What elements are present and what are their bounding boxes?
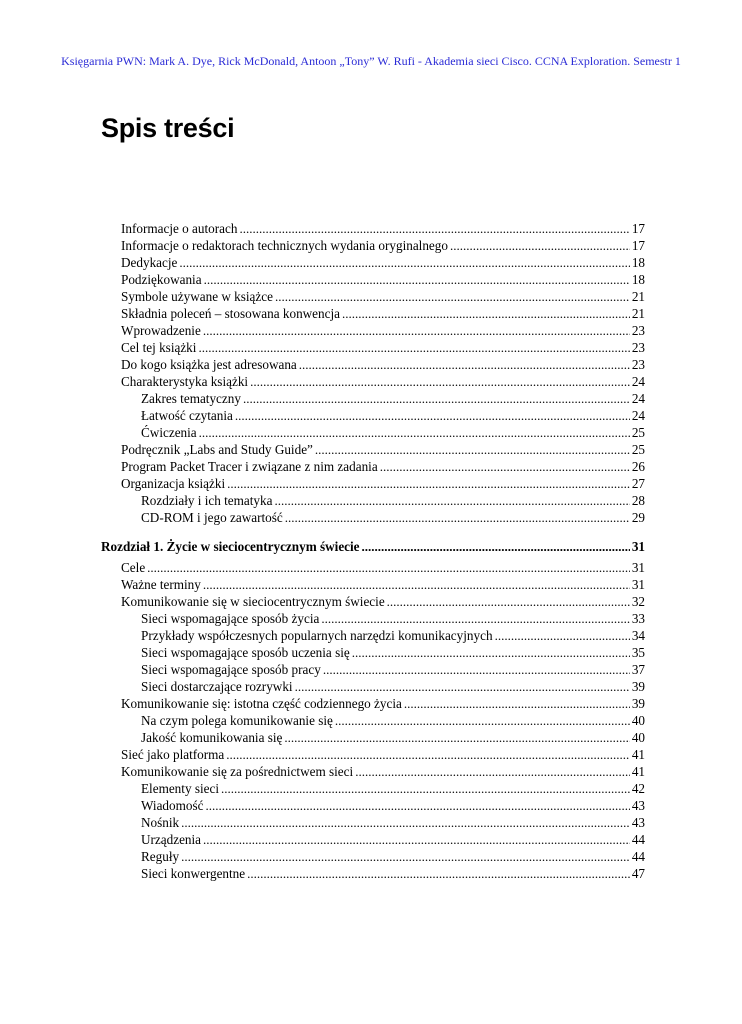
toc-entry-page: 25 (631, 425, 645, 440)
toc-entry-page: 32 (631, 594, 645, 609)
toc-leader-dots (450, 237, 630, 254)
toc-entry-page: 41 (631, 764, 645, 779)
toc-entry-label: Rozdział 1. Życie w sieciocentrycznym świecie (101, 539, 360, 554)
toc-entry-page: 31 (631, 539, 645, 554)
toc-leader-dots (355, 763, 630, 780)
toc-entry (141, 661, 645, 678)
toc-entry (121, 576, 645, 593)
toc-entry (121, 763, 645, 780)
toc-entry-label: Jakość komunikowania się (141, 730, 283, 745)
toc-entry-page: 31 (631, 577, 645, 592)
toc-leader-dots (235, 407, 630, 424)
toc-entry-page: 33 (631, 611, 645, 626)
toc-entry-label: Informacje o redaktorach technicznych wydania oryginalnego (121, 238, 448, 253)
toc-entry-label: Sieć jako platforma (121, 747, 225, 762)
toc-entry-label: Sieci wspomagające sposób pracy (141, 662, 321, 677)
toc-entry-label: Ćwiczenia (141, 425, 197, 440)
toc-entry-page: 34 (631, 628, 645, 643)
toc-entry (141, 424, 645, 441)
toc-entry-page: 25 (631, 442, 645, 457)
toc-entry-page: 37 (631, 662, 645, 677)
toc-entry (141, 780, 645, 797)
toc-chapter-entry (101, 538, 645, 555)
toc-entry-label: Program Packet Tracer i związane z nim zadania (121, 459, 378, 474)
toc-entry-label: Zakres tematyczny (141, 391, 241, 406)
toc-entry-page: 29 (631, 510, 645, 525)
toc-entry-page: 23 (631, 357, 645, 372)
toc-entry-page: 28 (631, 493, 645, 508)
toc-entry-page: 17 (631, 221, 645, 236)
toc-leader-dots (198, 339, 629, 356)
toc-leader-dots (204, 271, 630, 288)
toc-entry-label: Dedykacje (121, 255, 178, 270)
toc-leader-dots (250, 373, 630, 390)
toc-entry-page: 24 (631, 391, 645, 406)
toc-entry (121, 339, 645, 356)
toc-entry (121, 322, 645, 339)
toc-entry (121, 237, 645, 254)
toc-entry (141, 814, 645, 831)
toc-entry-page: 43 (631, 815, 645, 830)
toc-entry-page: 18 (631, 272, 645, 287)
toc-entry-label: Symbole używane w książce (121, 289, 273, 304)
toc-leader-dots (315, 441, 630, 458)
toc-leader-dots (495, 627, 630, 644)
toc-entry (121, 746, 645, 763)
toc-entry-label: Cel tej książki (121, 340, 197, 355)
toc-entry (141, 492, 645, 509)
toc-leader-dots (203, 831, 630, 848)
toc-entry-label: CD-ROM i jego zawartość (141, 510, 283, 525)
toc-entry (121, 695, 645, 712)
toc-entry-label: Informacje o autorach (121, 221, 238, 236)
toc-entry (121, 441, 645, 458)
toc-entry (121, 288, 645, 305)
toc-entry-label: Charakterystyka książki (121, 374, 249, 389)
toc-entry-label: Nośnik (141, 815, 180, 830)
toc-entry-label: Reguły (141, 849, 180, 864)
toc-leader-dots (284, 729, 629, 746)
toc-leader-dots (404, 695, 630, 712)
toc-leader-dots (295, 678, 630, 695)
toc-entry (141, 610, 645, 627)
toc-entry-page: 18 (631, 255, 645, 270)
toc-entry-label: Wiadomość (141, 798, 204, 813)
toc-entry-page: 24 (631, 408, 645, 423)
toc-leader-dots (285, 509, 630, 526)
toc-entry-label: Na czym polega komunikowanie się (141, 713, 333, 728)
toc-entry-page: 21 (631, 289, 645, 304)
toc-entry (141, 509, 645, 526)
toc-entry-page: 27 (631, 476, 645, 491)
page-title: Spis treści (101, 113, 235, 143)
toc-entry-label: Organizacja książki (121, 476, 226, 491)
toc-leader-dots (243, 390, 630, 407)
toc-entry-label: Rozdziały i ich tematyka (141, 493, 273, 508)
toc-entry-page: 31 (631, 560, 645, 575)
toc-entry (141, 627, 645, 644)
toc-leader-dots (226, 746, 630, 763)
toc-entry (121, 475, 645, 492)
toc-entry-page: 23 (631, 323, 645, 338)
toc-entry (141, 678, 645, 695)
toc-entry-page: 39 (631, 679, 645, 694)
toc-entry-page: 23 (631, 340, 645, 355)
toc-entry (141, 729, 645, 746)
toc-leader-dots (387, 593, 630, 610)
toc-entry-page: 21 (631, 306, 645, 321)
toc-leader-dots (203, 322, 630, 339)
toc-entry-page: 43 (631, 798, 645, 813)
toc-entry-label: Przykłady współczesnych popularnych narzędzi komunikacyjnych (141, 628, 493, 643)
toc-entry (121, 271, 645, 288)
toc-leader-dots (323, 661, 630, 678)
toc-leader-dots (181, 814, 630, 831)
toc-entry-label: Urządzenia (141, 832, 202, 847)
toc-entry-label: Łatwość czytania (141, 408, 233, 423)
toc-leader-dots (299, 356, 630, 373)
toc-entry-page: 24 (631, 374, 645, 389)
toc-entry (141, 797, 645, 814)
toc-entry (121, 254, 645, 271)
toc-leader-dots (205, 797, 629, 814)
toc-entry-page: 40 (631, 713, 645, 728)
toc-entry-page: 42 (631, 781, 645, 796)
toc-entry (141, 848, 645, 865)
toc-entry (121, 305, 645, 322)
toc-entry-page: 44 (631, 849, 645, 864)
toc-leader-dots (362, 538, 630, 555)
toc-entry (141, 865, 645, 882)
toc-entry-label: Sieci dostarczające rozrywki (141, 679, 293, 694)
toc-entry-label: Sieci wspomagające sposób uczenia się (141, 645, 350, 660)
toc-entry-label: Sieci konwergentne (141, 866, 246, 881)
toc-leader-dots (239, 220, 629, 237)
toc-entry-page: 41 (631, 747, 645, 762)
toc-leader-dots (342, 305, 630, 322)
page-header: Księgarnia PWN: Mark A. Dye, Rick McDonald, Antoon „Tony” W. Rufi - Akademia sieci Cisco. CCNA Exploration. Semestr 1 (61, 54, 681, 68)
toc-leader-dots (227, 475, 630, 492)
toc-leader-dots (181, 848, 630, 865)
toc-leader-dots (321, 610, 629, 627)
toc-leader-dots (221, 780, 630, 797)
toc-leader-dots (147, 559, 630, 576)
toc-leader-dots (199, 424, 630, 441)
toc-entry (121, 220, 645, 237)
toc-entry-label: Komunikowanie się: istotna część codziennego życia (121, 696, 402, 711)
toc-entry-label: Ważne terminy (121, 577, 201, 592)
toc-entry-page: 26 (631, 459, 645, 474)
toc-entry (121, 458, 645, 475)
toc-entry-label: Podręcznik „Labs and Study Guide” (121, 442, 313, 457)
toc-entry (121, 356, 645, 373)
toc-entry-page: 44 (631, 832, 645, 847)
toc-leader-dots (275, 288, 630, 305)
toc-entry-label: Cele (121, 560, 146, 575)
toc-leader-dots (380, 458, 630, 475)
toc-leader-dots (203, 576, 630, 593)
toc-entry-page: 47 (631, 866, 645, 881)
toc-entry-label: Składnia poleceń – stosowana konwencja (121, 306, 340, 321)
toc-entry-label: Podziękowania (121, 272, 202, 287)
toc-entry-label: Do kogo książka jest adresowana (121, 357, 297, 372)
toc-entry-page: 17 (631, 238, 645, 253)
toc-leader-dots (352, 644, 630, 661)
toc-leader-dots (335, 712, 630, 729)
toc-leader-dots (247, 865, 630, 882)
toc-entry-label: Elementy sieci (141, 781, 219, 796)
toc-entry-label: Komunikowanie się za pośrednictwem sieci (121, 764, 354, 779)
toc-entry-label: Wprowadzenie (121, 323, 201, 338)
toc-entry (121, 559, 645, 576)
toc-entry (141, 407, 645, 424)
toc-entry-page: 39 (631, 696, 645, 711)
toc-leader-dots (274, 492, 629, 509)
toc-entry-page: 40 (631, 730, 645, 745)
toc-entry-label: Komunikowanie się w sieciocentrycznym świecie (121, 594, 385, 609)
toc-entry-page: 35 (631, 645, 645, 660)
toc-leader-dots (179, 254, 629, 271)
toc-entry (141, 644, 645, 661)
toc-entry (121, 373, 645, 390)
toc-entry-label: Sieci wspomagające sposób życia (141, 611, 320, 626)
toc-entry (141, 712, 645, 729)
toc-entry (121, 593, 645, 610)
toc-entry (141, 831, 645, 848)
toc-entry (141, 390, 645, 407)
